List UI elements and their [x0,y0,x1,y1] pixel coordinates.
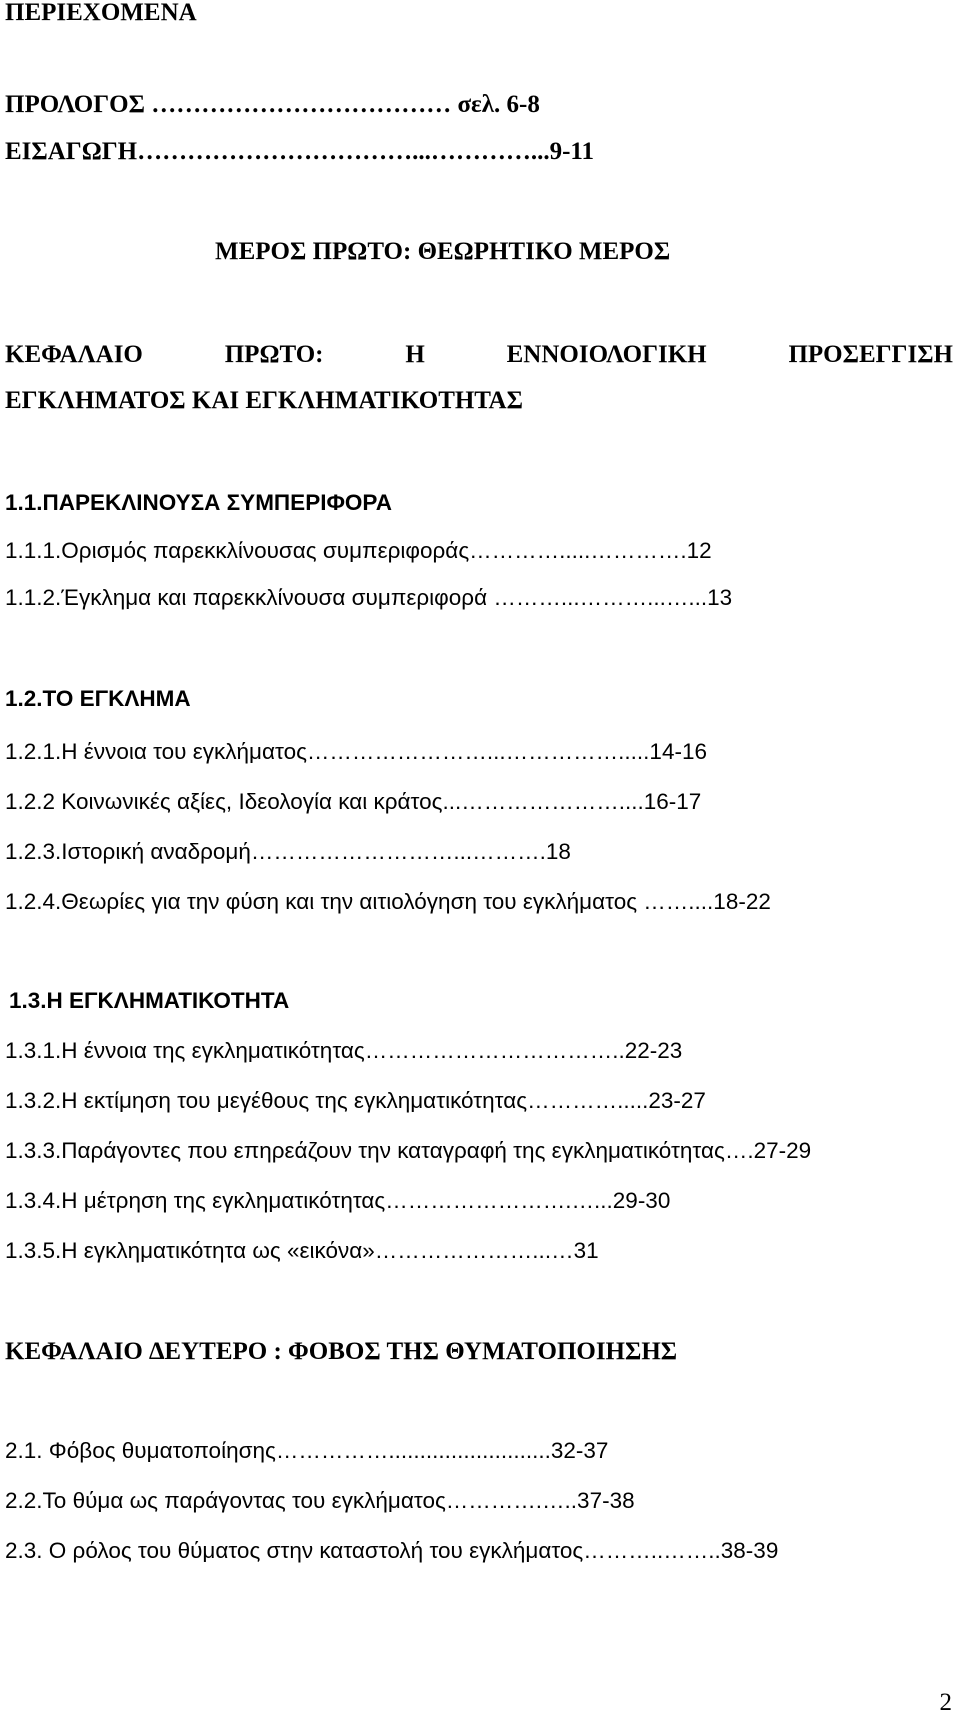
toc-item-1-2-1: 1.2.1.Η έννοια του εγκλήματος……………………...…………….....14-16 [5,739,707,764]
toc-item-1-2-4: 1.2.4.Θεωρίες για την φύση και την αιτιολόγηση του εγκλήματος ……....18-22 [5,889,771,914]
section-1-1-heading: 1.1.ΠΑΡΕΚΛΙΝΟΥΣΑ ΣΥΜΠΕΡΙΦΟΡΑ [5,490,393,515]
chapter-one-heading-line1 [5,340,953,370]
toc-prologue: ΠΡΟΛΟΓΟΣ ……………………………… σελ. 6-8 [5,91,540,118]
toc-item-2-3: 2.3. Ο ρόλος του θύματος στην καταστολή του εγκλήματος………..……..38-39 [5,1538,779,1563]
toc-item-1-1-2: 1.1.2.Έγκλημα και παρεκκλίνουσα συμπεριφορά ………...………...…...13 [5,585,733,610]
toc-item-1-3-3: 1.3.3.Παράγοντες που επηρεάζουν την καταγραφή της εγκληματικότητας….27-29 [5,1138,812,1163]
toc-item-1-3-5: 1.3.5.Η εγκληματικότητα ως «εικόνα»…………………...…31 [5,1238,599,1263]
heading-word: ΕΝΝΟΙΟΛΟΓΙΚΗ [506,341,707,368]
heading-word: ΠΡΟΣΕΓΓΙΣΗ [788,341,953,368]
page-title: ΠΕΡΙΕΧΟΜΕΝΑ [5,0,197,26]
toc-item-2-1: 2.1. Φόβος θυματοποίησης……………..........................32-37 [5,1438,609,1463]
toc-item-1-2-3: 1.2.3.Ιστορική αναδρομή………………………...……….18 [5,839,571,864]
part-one-heading: ΜΕΡΟΣ ΠΡΩΤΟ: ΘΕΩΡΗΤΙΚΟ ΜΕΡΟΣ [215,238,671,265]
toc-item-1-3-1: 1.3.1.Η έννοια της εγκληματικότητας……………………………..22-23 [5,1038,683,1063]
toc-introduction: ΕΙΣΑΓΩΓΗ……………………………...…………...9-11 [5,138,595,165]
page-number: 2 [939,1689,952,1716]
toc-item-1-2-2: 1.2.2 Κοινωνικές αξίες, Ιδεολογία και κράτος...…………………....16-17 [5,789,702,814]
heading-word: ΚΕΦΑΛΑΙΟ [5,341,143,368]
toc-item-1-1-1: 1.1.1.Ορισμός παρεκκλίνουσας συμπεριφοράς………….....………….12 [5,538,712,563]
toc-item-1-3-2: 1.3.2.Η εκτίμηση του μεγέθους της εγκληματικότητας………….....23-27 [5,1088,706,1113]
chapter-two-heading: ΚΕΦΑΛΑΙΟ ∆ΕΥΤΕΡΟ : ΦΟΒΟΣ ΤΗΣ ΘΥΜΑΤΟΠΟΙΗΣΗΣ [5,1338,678,1365]
chapter-one-heading-line2: ΕΓΚΛΗΜΑΤΟΣ ΚΑΙ ΕΓΚΛΗΜΑΤΙΚΟΤΗΤΑΣ [5,387,523,414]
section-1-2-heading: 1.2.ΤΟ ΕΓΚΛΗΜΑ [5,686,191,711]
toc-item-1-3-4: 1.3.4.Η μέτρηση της εγκληματικότητας…………………….…...29-30 [5,1188,671,1213]
section-1-3-heading: 1.3.Η ΕΓΚΛΗΜΑΤΙΚΟΤΗΤΑ [9,988,290,1013]
heading-word: ΠΡΩΤΟ: [224,341,324,368]
toc-item-2-2: 2.2.Το θύμα ως παράγοντας του εγκλήματος………….…..37-38 [5,1488,635,1513]
heading-word: Η [405,341,425,368]
